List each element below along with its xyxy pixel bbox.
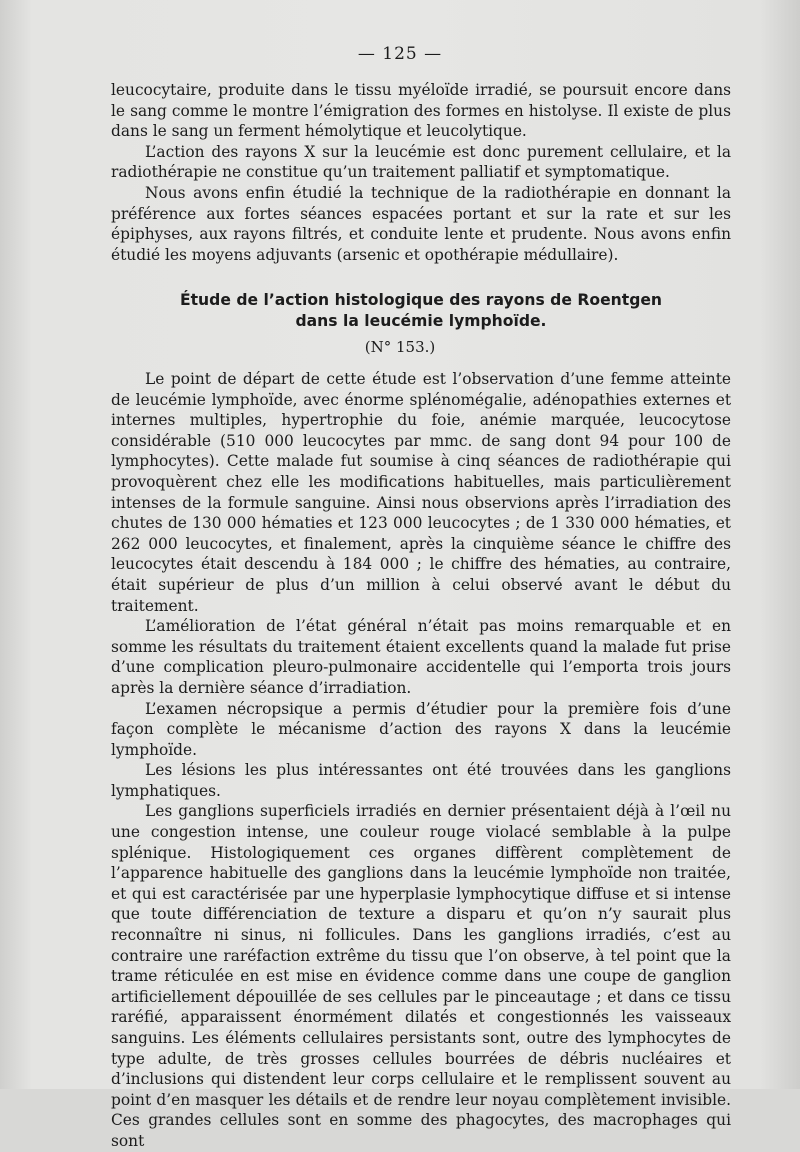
paragraph: L’action des rayons X sur la leucémie est donc purement cellulaire, et la radiothérapie ne constitue qu’un traitement palliatif et symptomatique. [111, 142, 731, 182]
page-number: — 125 — [357, 44, 443, 64]
paragraph: L’amélioration de l’état général n’était pas moins remarquable et en somme les résultats du traitement étaient excellents quand la malade fut prise d’une complication pleuro-pulmonaire accidentelle qui l’emporta trois jours après la dernière séance d’irradiation. [111, 617, 731, 697]
paragraph: Le point de départ de cette étude est l’observation d’une femme atteinte de leucémie lymphoïde, avec énorme splénomégalie, adénopathies externes et internes multiples, hypertrophie du foie, anémie marquée, leucocytose considérable (510 000 leucocytes par mmc. de sang dont 94 pour 100 de lymphocytes). Cette malade fut soumise à cinq séances de radiothérapie qui provoquèrent chez elle les modifications habituelles, mais particulièrement intenses de la formule sanguine. Ainsi nous observions après l’irradiation des chutes de 130 000 hématies et 123 000 leucocytes ; de 1 330 000 hématies, et 262 000 leucocytes, et finalement, après la cinquième séance le chiffre des leucocytes était descendu à 184 000 ; le chiffre des hématies, au contraire, était supérieur de plus d’un million à celui observé avant le début du traitement. [111, 370, 731, 615]
paragraph: Nous avons enfin étudié la technique de la radiothérapie en donnant la préférence aux fortes séances espacées portant et sur la rate et sur les épiphyses, aux rayons filtrés, et conduite lente et prudente. Nous avons enfin étudié les moyens adjuvants (arsenic et opothérapie médullaire). [111, 183, 731, 264]
paragraph: leucocytaire, produite dans le tissu myéloïde irradié, se poursuit encore dans le sang comme le montre l’émigration des formes en histolyse. Il existe de plus dans le sang un ferment hémolytique et leucolytique. [111, 81, 731, 141]
paragraph: L’examen nécropsique a permis d’étudier pour la première fois d’une façon complète le mécanisme d’action des rayons X dans la leucémie lymphoïde. [111, 699, 731, 759]
paragraph: Les ganglions superficiels irradiés en dernier présentaient déjà à l’œil nu une congestion intense, une couleur rouge violacé semblable à la pulpe splénique. Histologiquement ces organes diffèrent complètement de l’apparence habituelle des ganglions dans la leucémie lymphoïde non traitée, et qui est caractérisée par une hyperplasie lymphocytique diffuse et si intense que toute différenciation de texture a disparu et qu’on n’y saurait plus reconnaître ni sinus, ni follicules. Dans les ganglions irradiés, c’est au contraire une raréfaction extrême du tissu que l’on observe, à tel point que la trame réticulée en est mise en évidence comme dans une coupe de ganglion artificiellement dépouillée de ses cellules par le pinceautage ; et dans ce tissu raréfié, apparaissent énormément dilatés et congestionnés les vaisseaux sanguins. Les éléments cellulaires persistants sont, outre des lymphocytes de type adulte, de très grosses cellules bourrées de débris nucléaires et d’inclusions qui distendent leur corps cellulaire et le remplissent souvent au point d’en masquer les détails et de rendre leur noyau complètement invisible. Ces grandes cellules sont en somme des phagocytes, des macrophages qui sont [111, 802, 731, 1150]
section-title [111, 290, 731, 332]
section-text [111, 369, 731, 1152]
section-number: (N° 153.) [364, 338, 436, 356]
intro-text [111, 80, 731, 265]
section-title-line: Étude de l’action histologique des rayons de Roentgen [179, 291, 663, 309]
section-title-line: dans la leucémie lymphoïde. [295, 312, 547, 330]
paragraph: Les lésions les plus intéressantes ont été trouvées dans les ganglions lymphatiques. [111, 761, 731, 800]
